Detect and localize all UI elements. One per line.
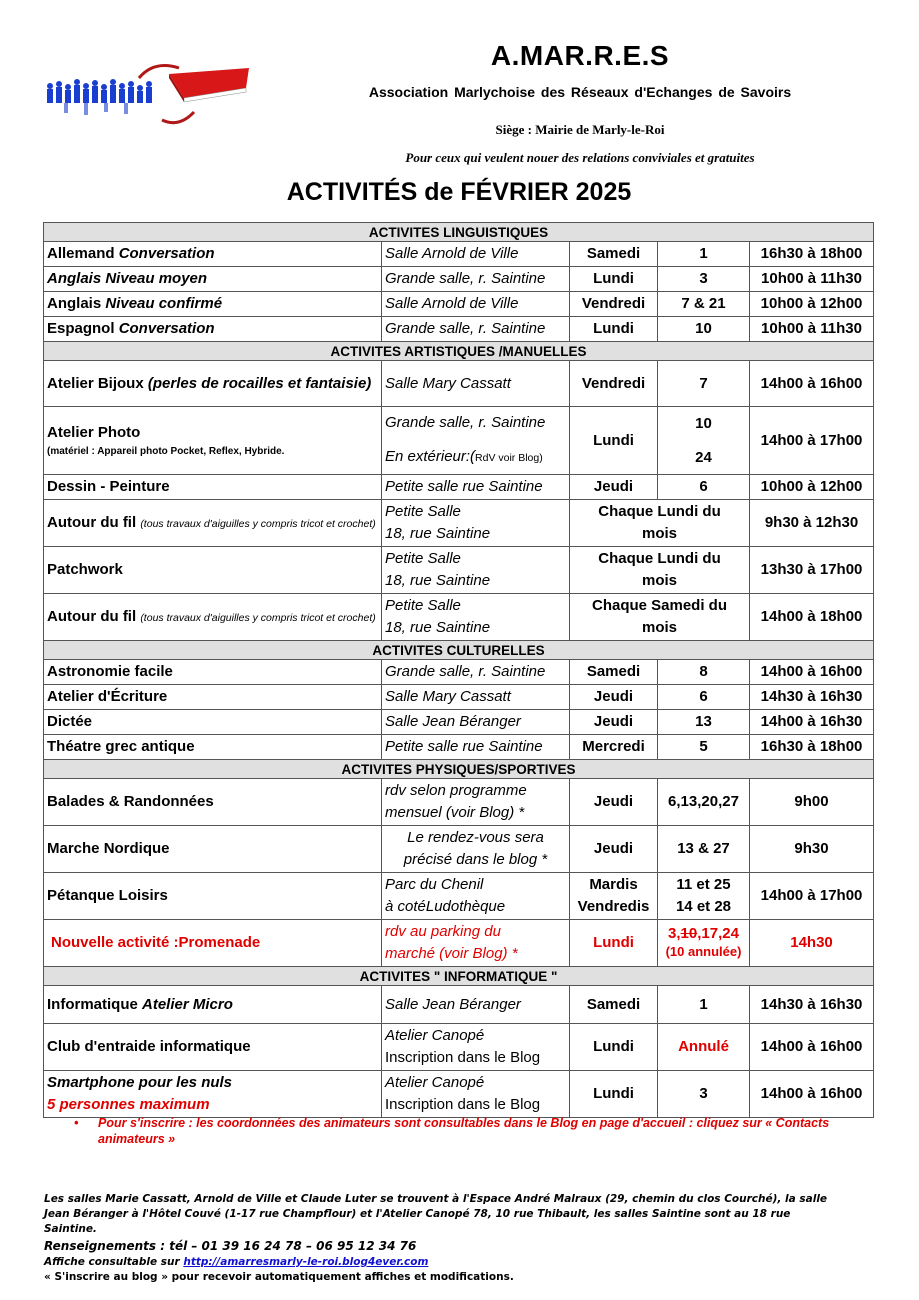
activity-time: 14h30 — [750, 920, 874, 967]
activity-name-part: Conversation — [118, 320, 215, 337]
activity-name-part: Atelier Micro — [142, 995, 233, 1013]
activity-dates — [658, 407, 750, 475]
activity-time: 16h30 à 18h00 — [750, 242, 874, 267]
org-seat: Siège : Mairie de Marly-le-Roi — [495, 122, 665, 137]
date-part: ,17,24 — [697, 925, 739, 942]
activity-name — [44, 242, 382, 267]
activity-note: 5 personnes maximum — [47, 1096, 210, 1113]
activity-place — [382, 779, 570, 826]
activity-place — [382, 873, 570, 920]
activity-dates: 6,13,20,27 — [658, 779, 750, 826]
place-line: En extérieur:( — [385, 448, 476, 465]
activity-name — [44, 292, 382, 317]
activity-place: Salle Jean Béranger — [382, 986, 570, 1024]
activities-table — [43, 222, 874, 1118]
place-line: RdV voir Blog) — [475, 452, 543, 464]
activity-dates: 10 — [658, 317, 750, 342]
contact-info: Renseignements : tél – 01 39 16 24 78 – 06 95 12 34 76 — [44, 1239, 417, 1253]
table-row — [44, 1071, 874, 1118]
activity-time: 14h30 à 16h30 — [750, 685, 874, 710]
table-row — [44, 779, 874, 826]
date-line — [658, 925, 749, 943]
section-sportives: ACTIVITES PHYSIQUES/SPORTIVES — [44, 760, 874, 779]
place-line: Atelier Canopé — [385, 1074, 485, 1091]
activity-day: Jeudi — [570, 779, 658, 826]
activity-place — [382, 547, 570, 594]
place-line: Inscription dans le Blog — [385, 1096, 541, 1113]
table-row — [44, 547, 874, 594]
activity-name-part: Conversation — [118, 245, 215, 262]
activity-name-part: (perles de rocailles et fantaisie) — [147, 374, 372, 392]
activity-name-part: Allemand — [47, 245, 119, 262]
table-row — [44, 1024, 874, 1071]
activity-name-part: Niveau confirmé — [105, 295, 223, 312]
table-row — [44, 986, 874, 1024]
activity-note: (tous travaux d'aiguilles y compris tricot et crochet) — [140, 518, 376, 530]
activity-name-part: Smartphone pour les nuls — [47, 1074, 233, 1091]
activity-place: Salle Arnold de Ville — [382, 292, 570, 317]
place-line: rdv selon programme — [385, 782, 527, 799]
activity-dates: 6 — [658, 685, 750, 710]
activity-dates: 8 — [658, 660, 750, 685]
activity-place: Grande salle, r. Saintine — [382, 317, 570, 342]
activity-dates: 7 — [658, 361, 750, 407]
bullet-icon: • — [74, 1116, 79, 1130]
activity-time: 14h00 à 16h00 — [750, 1024, 874, 1071]
page-title: ACTIVITÉS de FÉVRIER 2025 — [286, 178, 632, 206]
blog-link[interactable]: http://amarresmarly-le-roi.blog4ever.com — [183, 1256, 429, 1268]
activity-name: Théatre grec antique — [44, 735, 382, 760]
place-line: 18, rue Saintine — [385, 619, 491, 636]
activity-day: Lundi — [570, 1071, 658, 1118]
activity-name: Atelier d'Écriture — [44, 685, 382, 710]
table-row — [44, 475, 874, 500]
place-line: marché (voir Blog) * — [385, 945, 518, 962]
activity-day: Lundi — [570, 407, 658, 475]
activity-name-part: Informatique — [47, 995, 143, 1013]
activity-note: (matériel : Appareil photo Pocket, Reflex, Hybride. — [47, 445, 285, 457]
org-name: A.MAR.R.E.S — [490, 40, 670, 71]
activity-time: 14h00 à 17h00 — [750, 873, 874, 920]
activity-day: Samedi — [570, 242, 658, 267]
date-line: 14 et 28 — [675, 898, 732, 915]
activity-name: Club d'entraide informatique — [44, 1024, 382, 1071]
activity-place — [382, 500, 570, 547]
activity-name: Astronomie facile — [44, 660, 382, 685]
activity-name: Marche Nordique — [44, 826, 382, 873]
section-culturelles: ACTIVITES CULTURELLES — [44, 641, 874, 660]
table-row — [44, 317, 874, 342]
activity-time: 9h30 à 12h30 — [750, 500, 874, 547]
activity-name — [44, 500, 382, 547]
activity-name: Dictée — [44, 710, 382, 735]
activity-place: Salle Mary Cassatt — [382, 361, 570, 407]
activity-day: Lundi — [570, 1024, 658, 1071]
activity-day: Vendredi — [570, 292, 658, 317]
amarres-logo — [44, 60, 249, 130]
activity-name-part: Anglais — [47, 295, 106, 312]
activity-dates — [658, 920, 750, 967]
place-line: à cotéLudothèque — [385, 898, 506, 915]
date-line: 24 — [695, 448, 712, 466]
registration-note — [74, 1115, 864, 1147]
activity-name — [44, 361, 382, 407]
activity-day: Samedi — [570, 986, 658, 1024]
section-row — [44, 641, 874, 660]
activity-day: Lundi — [570, 920, 658, 967]
activity-name-part: Autour du fil — [47, 514, 141, 531]
activity-place: Grande salle, r. Saintine — [382, 660, 570, 685]
activity-time: 14h00 à 16h00 — [750, 1071, 874, 1118]
subscribe-text: « S'inscrire au blog » pour recevoir automatiquement affiches et modifications. — [44, 1271, 514, 1283]
activity-dates: 7 & 21 — [658, 292, 750, 317]
activity-time: 10h00 à 11h30 — [750, 317, 874, 342]
place-line: Le rendez-vous sera — [407, 829, 544, 846]
table-row — [44, 407, 874, 475]
activity-dates: 13 & 27 — [658, 826, 750, 873]
table-row — [44, 242, 874, 267]
table-row — [44, 735, 874, 760]
activity-day: Vendredi — [570, 361, 658, 407]
activity-name — [44, 594, 382, 641]
blog-line — [44, 1255, 844, 1270]
activity-place — [382, 920, 570, 967]
activity-time: 14h00 à 17h00 — [750, 407, 874, 475]
section-linguistiques: ACTIVITES LINGUISTIQUES — [44, 223, 874, 242]
activity-day: Lundi — [570, 317, 658, 342]
activity-frequency: Chaque Lundi du mois — [570, 500, 750, 547]
activity-time: 9h00 — [750, 779, 874, 826]
activity-name — [44, 1071, 382, 1118]
activity-day: Jeudi — [570, 826, 658, 873]
org-full-name: Association Marlychoise des Réseaux d'Echanges de Savoirs — [368, 84, 792, 100]
activity-dates: 1 — [658, 242, 750, 267]
activity-time: 14h00 à 16h30 — [750, 710, 874, 735]
table-row — [44, 826, 874, 873]
section-informatique: ACTIVITES " INFORMATIQUE " — [44, 967, 874, 986]
activity-dates: Annulé — [658, 1024, 750, 1071]
place-line: rdv au parking du — [385, 923, 501, 940]
date-line: 11 et 25 — [676, 876, 731, 893]
place-line: Petite Salle — [385, 550, 461, 567]
activity-dates: 1 — [658, 986, 750, 1024]
table-row — [44, 361, 874, 407]
activity-time: 10h00 à 11h30 — [750, 267, 874, 292]
activity-place: Salle Arnold de Ville — [382, 242, 570, 267]
activity-name — [44, 317, 382, 342]
activity-day: Lundi — [570, 267, 658, 292]
activity-time: 9h30 — [750, 826, 874, 873]
cancelled-date: 10 — [680, 925, 698, 942]
activity-name — [44, 407, 382, 475]
activity-place: Grande salle, r. Saintine — [382, 267, 570, 292]
day-line: Vendredis — [577, 898, 650, 915]
table-row — [44, 292, 874, 317]
table-row — [44, 710, 874, 735]
section-row — [44, 967, 874, 986]
activity-dates — [658, 873, 750, 920]
activity-place: Salle Mary Cassatt — [382, 685, 570, 710]
activity-place: Petite salle rue Saintine — [382, 735, 570, 760]
place-line: 18, rue Saintine — [385, 572, 491, 589]
blog-prefix: Affiche consultable sur — [44, 1256, 184, 1268]
table-row — [44, 920, 874, 967]
table-row — [44, 594, 874, 641]
place-line: Parc du Chenil — [385, 876, 484, 893]
activity-place — [382, 594, 570, 641]
activity-name: Balades & Randonnées — [44, 779, 382, 826]
activity-time: 10h00 à 12h00 — [750, 292, 874, 317]
activity-dates: 3 — [658, 1071, 750, 1118]
activity-time: 10h00 à 12h00 — [750, 475, 874, 500]
activity-time: 14h30 à 16h30 — [750, 986, 874, 1024]
activity-day: Jeudi — [570, 710, 658, 735]
activity-time: 16h30 à 18h00 — [750, 735, 874, 760]
activity-day: Mercredi — [570, 735, 658, 760]
place-line: mensuel (voir Blog) * — [385, 804, 525, 821]
activity-day: Jeudi — [570, 475, 658, 500]
activity-note: (tous travaux d'aiguilles y compris tricot et crochet) — [140, 612, 376, 624]
place-line: précisé dans le blog * — [403, 851, 548, 868]
activity-name-part: Atelier Photo — [47, 423, 141, 441]
activity-place: Petite salle rue Saintine — [382, 475, 570, 500]
activity-name: Dessin - Peinture — [44, 475, 382, 500]
place-line: Atelier Canopé — [385, 1027, 485, 1044]
table-row — [44, 685, 874, 710]
activity-day: Samedi — [570, 660, 658, 685]
footer — [44, 1192, 844, 1285]
place-line: 18, rue Saintine — [385, 525, 491, 542]
cancel-note: (10 annulée) — [665, 944, 742, 959]
locations-text: Les salles Marie Cassatt, Arnold de Ville et Claude Luter se trouvent à l'Espace André Malraux (29, chemin du clos Courché), la salle Jean Béranger à l'Hôtel Couvé (1-17 rue Champflour) et l'Atelier Canopé 78, 10 rue Thibault, les salles Saintine sont au 18 rue Saintine. — [44, 1193, 828, 1235]
activity-place — [382, 1071, 570, 1118]
activity-name: Patchwork — [44, 547, 382, 594]
activity-place — [382, 407, 570, 475]
place-line: Petite Salle — [385, 503, 461, 520]
date-part: 3, — [668, 925, 681, 942]
section-artistiques: ACTIVITES ARTISTIQUES /MANUELLES — [44, 342, 874, 361]
activity-dates: 13 — [658, 710, 750, 735]
activity-day: Jeudi — [570, 685, 658, 710]
activity-time: 14h00 à 16h00 — [750, 361, 874, 407]
activity-day — [570, 873, 658, 920]
activity-frequency: Chaque Lundi du mois — [570, 547, 750, 594]
activity-dates: 5 — [658, 735, 750, 760]
section-row — [44, 342, 874, 361]
activity-time: 14h00 à 16h00 — [750, 660, 874, 685]
activity-name-part: Autour du fil — [47, 608, 141, 625]
table-row — [44, 267, 874, 292]
activity-name: Nouvelle activité :Promenade — [44, 920, 382, 967]
activity-dates: 3 — [658, 267, 750, 292]
tagline: Pour ceux qui veulent nouer des relations conviviales et gratuites — [405, 150, 755, 165]
registration-text: Pour s'inscrire : les coordonnées des animateurs sont consultables dans le Blog en page d'accueil : cliquez sur « Contacts animateurs » — [98, 1116, 830, 1146]
table-row — [44, 660, 874, 685]
place-line: Petite Salle — [385, 597, 461, 614]
activity-name-part: Atelier Bijoux — [47, 374, 148, 392]
activity-dates: 6 — [658, 475, 750, 500]
activity-place — [382, 826, 570, 873]
day-line: Mardis — [589, 876, 638, 893]
activity-place: Salle Jean Béranger — [382, 710, 570, 735]
activity-name — [44, 986, 382, 1024]
section-row — [44, 223, 874, 242]
activity-name-part: Espagnol — [47, 320, 119, 337]
table-row — [44, 500, 874, 547]
activity-name: Anglais Niveau moyen — [44, 267, 382, 292]
activity-time: 13h30 à 17h00 — [750, 547, 874, 594]
activity-frequency: Chaque Samedi du mois — [570, 594, 750, 641]
section-row — [44, 760, 874, 779]
activity-time: 14h00 à 18h00 — [750, 594, 874, 641]
activity-place — [382, 1024, 570, 1071]
activity-name: Pétanque Loisirs — [44, 873, 382, 920]
table-row — [44, 873, 874, 920]
place-line: Grande salle, r. Saintine — [385, 414, 546, 431]
date-line: 10 — [695, 414, 712, 432]
place-line: Inscription dans le Blog — [385, 1049, 541, 1066]
